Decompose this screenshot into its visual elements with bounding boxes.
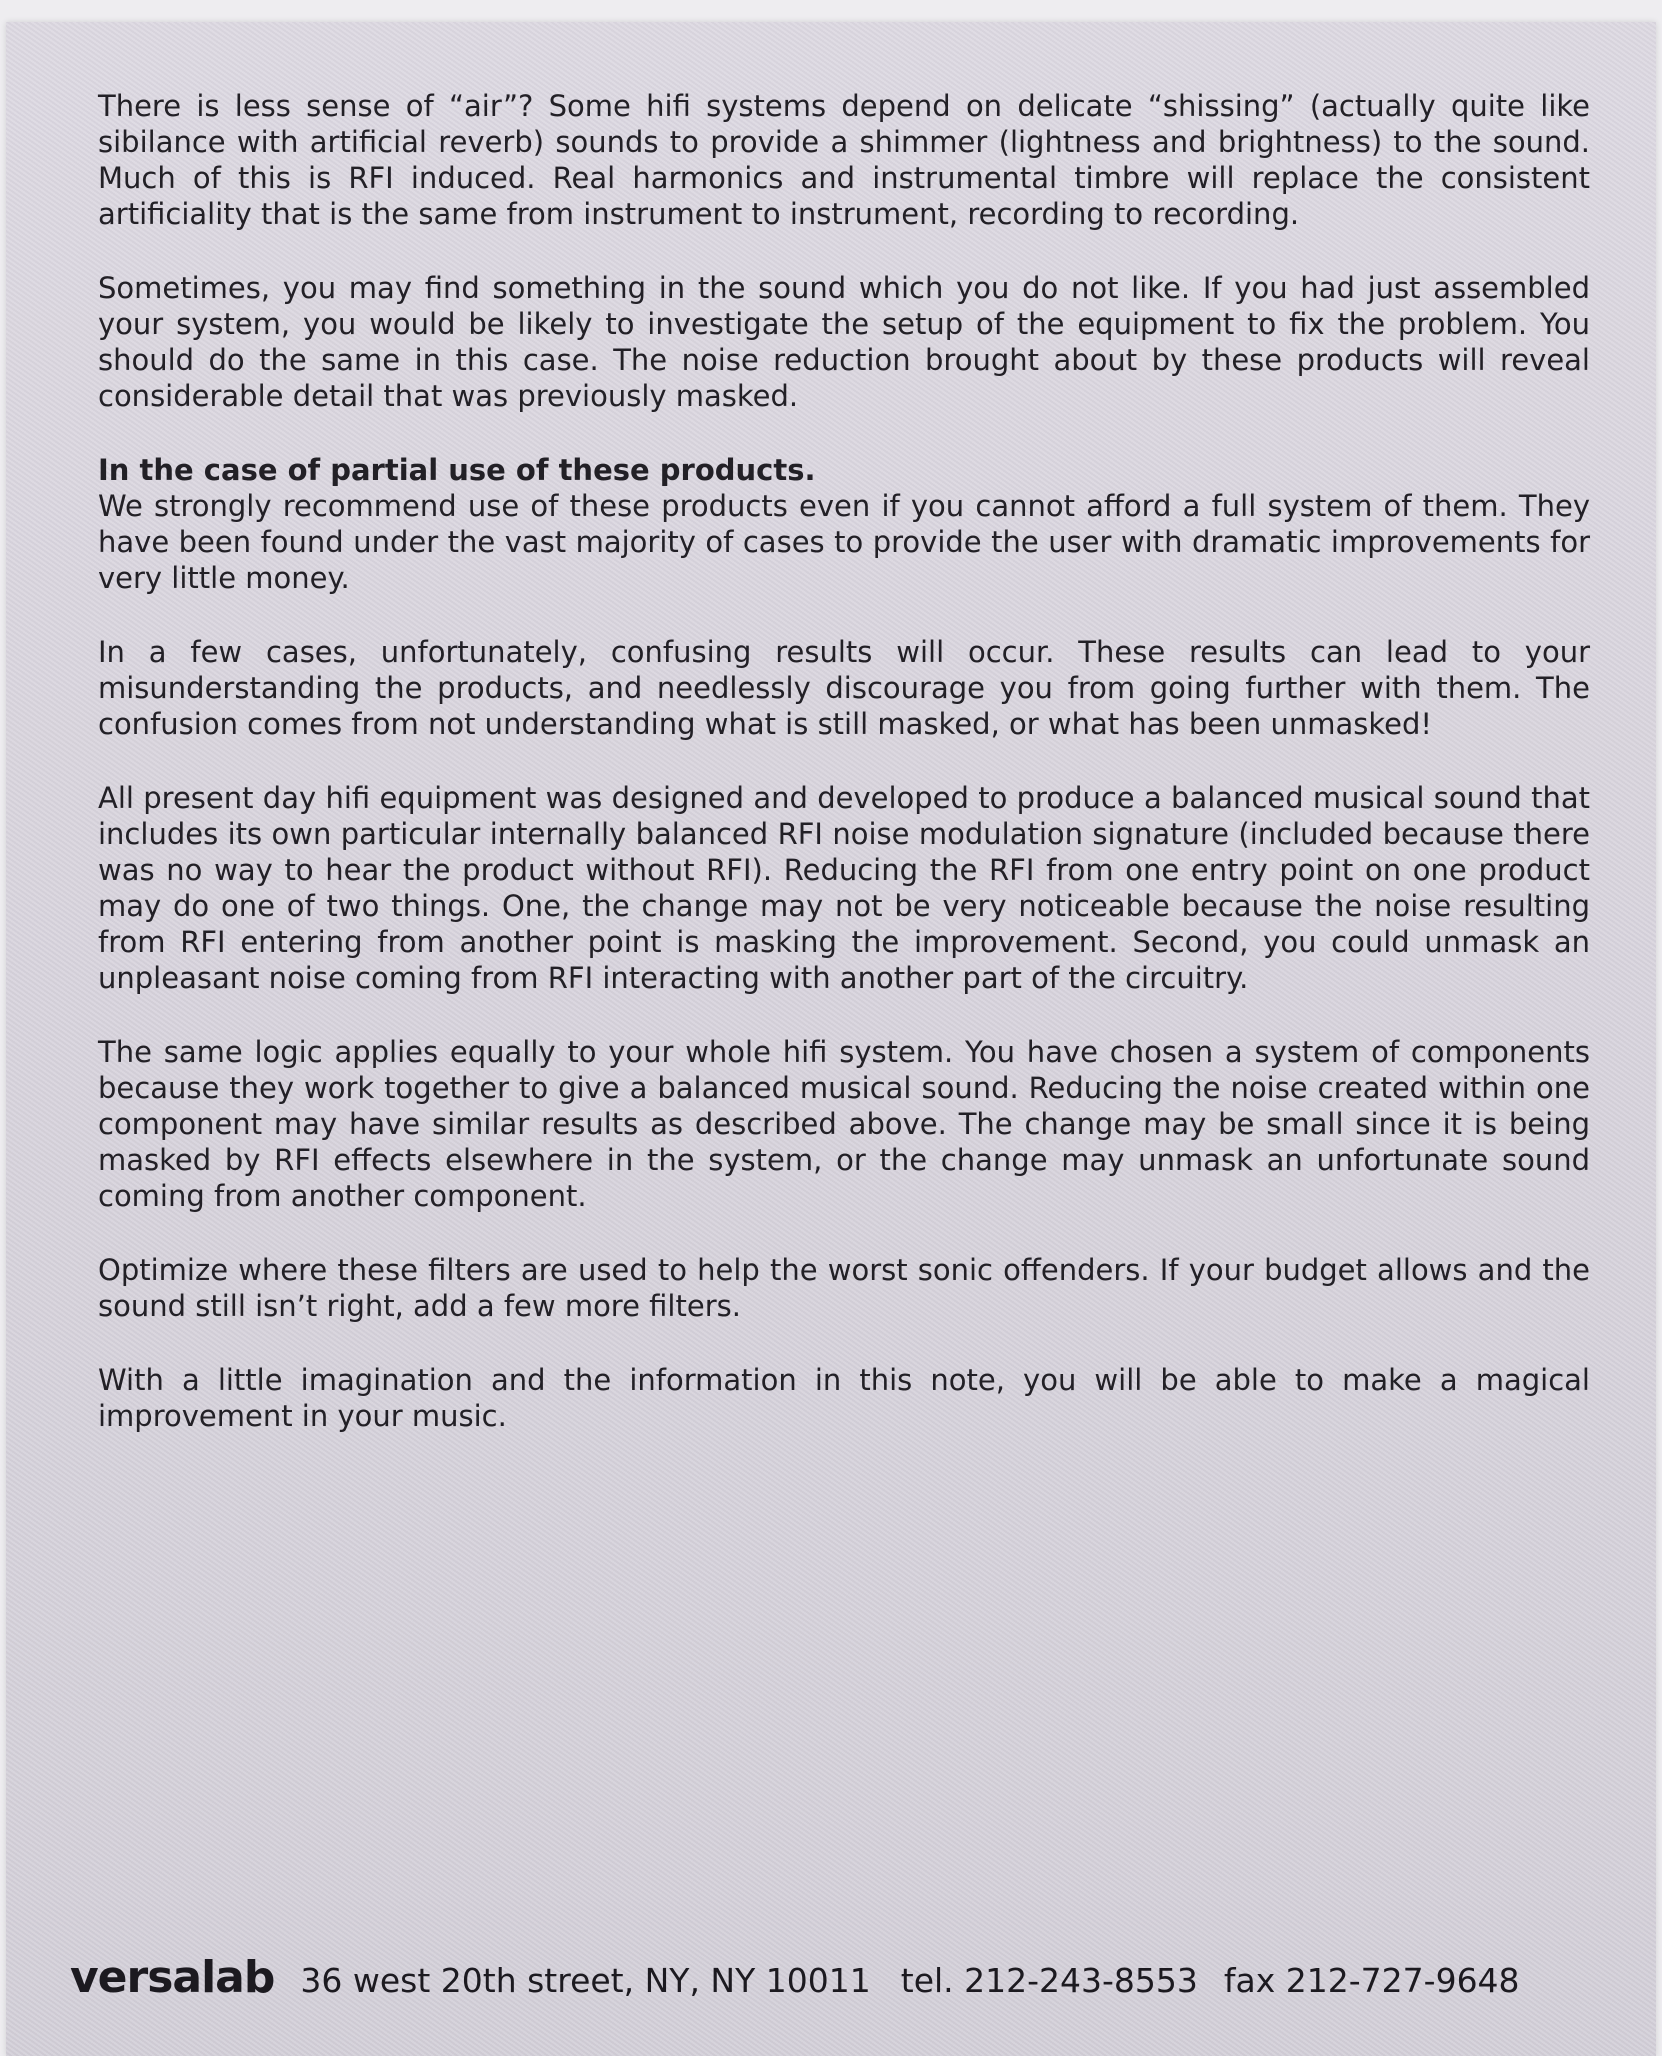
paragraph-few-cases — [98, 634, 1590, 742]
document-body — [98, 88, 1590, 1472]
paragraph-optimize — [98, 1252, 1590, 1324]
footer-fax: fax 212-727-9648 — [1223, 1961, 1520, 2000]
paragraph-text: All present day hifi equipment was designed and developed to produce a balanced musical sound that includes its own particular internally balanced RFI noise modulation signature (included because there was no way to hear the product without RFI). Reducing the RFI from one entry point on one product may do one of two things. One, the change may not be very noticeable because the noise resulting from RFI entering from another point is masking the improvement. Second, you could unmask an unpleasant noise coming from RFI interacting with another part of the circuitry. — [98, 781, 1590, 995]
paragraph-text: In a few cases, unfortunately, confusing results will occur. These results can lead to your misunderstanding the products, and needlessly discourage you from going further with them. The confusion comes from not understanding what is still masked, or what has been unmasked! — [98, 635, 1590, 741]
paragraph-air — [98, 88, 1590, 232]
footer-address: 36 west 20th street, NY, NY 10011 — [300, 1961, 871, 2000]
paragraph-equipment — [98, 780, 1590, 996]
paragraph-imagination — [98, 1362, 1590, 1434]
paragraph-sometimes — [98, 270, 1590, 414]
brand-logo: versalab — [70, 1952, 275, 2003]
section-heading: In the case of partial use of these products. — [98, 453, 816, 487]
paragraph-text: Optimize where these filters are used to help the worst sonic offenders. If your budget allows and the sound still isn’t right, add a few more filters. — [98, 1253, 1590, 1323]
footer-contact — [70, 1952, 1610, 2003]
paragraph-text: The same logic applies equally to your whole hifi system. You have chosen a system of components because they work together to give a balanced musical sound. Reducing the noise created within one component may have similar results as described above. The change may be small since it is being masked by RFI effects elsewhere in the system, or the change may unmask an unfortunate sound coming from another component. — [98, 1035, 1590, 1213]
footer-telephone: tel. 212-243-8553 — [900, 1961, 1198, 2000]
document-page — [6, 22, 1656, 2056]
paragraph-text: There is less sense of “air”? Some hifi systems depend on delicate “shissing” (actually quite like sibilance with artificial reverb) sounds to provide a shimmer (lightness and brightness) to the sound. Much of this is RFI induced. Real harmonics and instrumental timbre will replace the consistent artificiality that is the same from instrument to instrument, recording to recording. — [98, 89, 1590, 231]
paragraph-text: We strongly recommend use of these products even if you cannot afford a full system of them. They have been found under the vast majority of cases to provide the user with dramatic improvements for very little money. — [98, 489, 1590, 595]
paragraph-text: Sometimes, you may find something in the sound which you do not like. If you had just assembled your system, you would be likely to investigate the setup of the equipment to fix the problem. You should do the same in this case. The noise reduction brought about by these products will reveal considerable detail that was previously masked. — [98, 271, 1590, 413]
paragraph-partial-use — [98, 452, 1590, 596]
paragraph-same-logic — [98, 1034, 1590, 1214]
paragraph-text: With a little imagination and the information in this note, you will be able to make a magical improvement in your music. — [98, 1363, 1590, 1433]
